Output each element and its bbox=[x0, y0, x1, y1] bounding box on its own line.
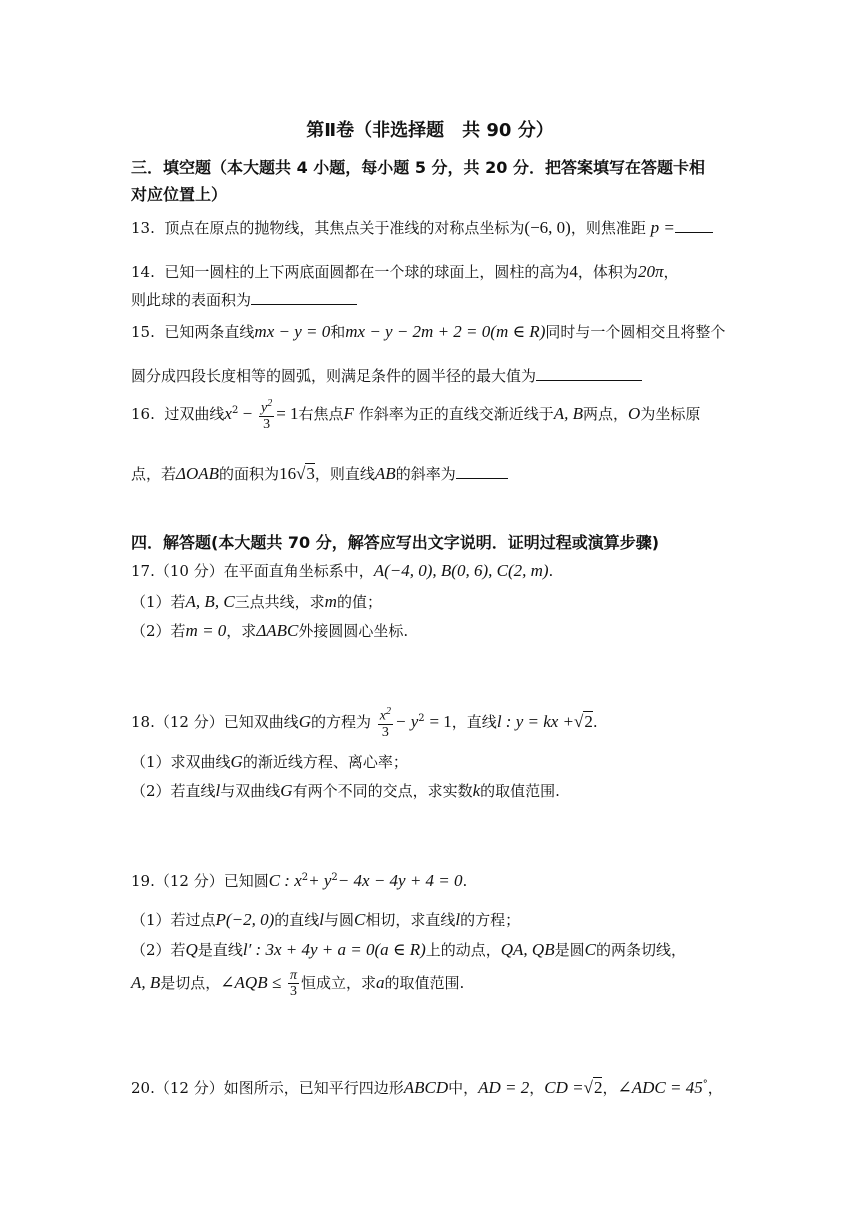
q16-sqrt: 3 bbox=[306, 464, 315, 483]
q13-point: (−6, 0) bbox=[524, 218, 571, 237]
question-17-part1 bbox=[131, 592, 382, 612]
q18-line-eq: l : y = kx + bbox=[496, 712, 575, 732]
question-19: 19.（12 分）已知圆C : $x^2+ y^2- 4x - 4y + 4 = 0$. bbox=[131, 871, 468, 890]
q13-answer-blank bbox=[675, 218, 713, 233]
q14-answer-blank bbox=[251, 290, 357, 305]
q19-p1-cc: C bbox=[354, 910, 366, 929]
q13-number: 13. bbox=[131, 219, 155, 237]
q19-p2-qaqb: QA, QB bbox=[500, 940, 555, 959]
q19-p2-cc: C bbox=[584, 940, 596, 959]
q14-text-b: ，体积为 bbox=[577, 263, 638, 281]
q17-p2-m0: m = 0 bbox=[185, 621, 227, 640]
q18-p2-c: 有两个不同的交点，求实数 bbox=[292, 782, 473, 800]
question-17-part2 bbox=[131, 621, 408, 641]
q18-p2-b: 与双曲线 bbox=[220, 782, 281, 800]
q16-area: 16 bbox=[279, 464, 297, 483]
q19-head-end: . bbox=[462, 872, 468, 890]
q17-p2-b: ，求 bbox=[226, 622, 257, 640]
q18-p2-k: k bbox=[472, 781, 481, 800]
section3-heading-line1: 三．填空题（本大题共 4 小题，每小题 5 分，共 20 分．把答案填写在答题卡相 bbox=[131, 158, 705, 177]
q16-x: x bbox=[224, 404, 232, 424]
q18-head-b: 的方程为 bbox=[311, 713, 372, 732]
q15-text-a: 已知两条直线 bbox=[164, 323, 255, 341]
q16-line2-b: 的面积为 bbox=[219, 465, 280, 483]
q19-l3-b: 恒成立，求 bbox=[300, 973, 376, 992]
section3-heading-line2: 对应位置上） bbox=[131, 185, 228, 204]
q19-p2-e: 的两条切线， bbox=[595, 941, 686, 959]
q16-text-a: 过双曲线 bbox=[164, 405, 225, 424]
q14-text-c: ， bbox=[663, 263, 679, 281]
q20-sep3: ， bbox=[707, 1079, 723, 1097]
q16-text-b: 右焦点 bbox=[298, 405, 344, 424]
q16-text-d: 两点， bbox=[583, 405, 629, 424]
q14-height: 4 bbox=[569, 262, 578, 281]
q18-sqrt: 2 bbox=[584, 712, 593, 732]
q15-text-b: 和 bbox=[330, 323, 346, 341]
q19-c-x: C : x bbox=[268, 871, 302, 890]
q16-line2-c: ，则直线 bbox=[314, 465, 375, 483]
q19-p1-l2: l bbox=[455, 910, 461, 929]
q17-p1-m: m bbox=[324, 592, 337, 611]
question-18-part1 bbox=[131, 752, 408, 772]
q16-frac-den: 3 bbox=[263, 417, 271, 433]
question-16-line2: 点，若ΔOAB的面积为16√3，则直线AB的斜率为 bbox=[131, 464, 508, 484]
q13-p-eq: p = bbox=[650, 218, 675, 237]
q19-rest: − 4x − 4y + 4 = 0 bbox=[337, 871, 463, 890]
q17-p1-c: 的值； bbox=[336, 593, 382, 611]
part-title: 第Ⅱ卷（非选择题 共 90 分） bbox=[306, 120, 554, 141]
q19-p1-l: l bbox=[319, 910, 324, 929]
question-15-line2 bbox=[131, 366, 642, 385]
q15-line2-eq: mx − y − 2m + 2 = 0(m ∈ R) bbox=[345, 322, 546, 341]
q18-frac-den: 3 bbox=[381, 725, 389, 741]
q19-p2-q: Q bbox=[185, 940, 198, 959]
q16-triangle: ΔOAB bbox=[176, 464, 220, 483]
q14-line2: 则此球的表面积为 bbox=[131, 291, 252, 309]
q18-p2-d: 的取值范围. bbox=[480, 782, 560, 800]
q16-line-ab: AB bbox=[374, 464, 396, 483]
question-16: 16. 过双曲线$x^2$ − $\frac{y^2}{3}$ = 1右焦点F 作斜率为正的直线交渐近线于A, B两点，O为坐标原 bbox=[131, 398, 701, 433]
question-18-part2 bbox=[131, 781, 560, 801]
q18-head: 18.（12 分）已知双曲线 bbox=[131, 713, 299, 732]
question-19-part1 bbox=[131, 910, 520, 930]
q18-fraction bbox=[378, 706, 393, 740]
question-19-part2 bbox=[131, 940, 686, 960]
q20-abcd: ABCD bbox=[403, 1078, 449, 1097]
q20-degree: ° bbox=[702, 1079, 708, 1090]
section4-heading: 四．解答题(本大题共 70 分，解答应写出文字说明．证明过程或演算步骤) bbox=[131, 533, 660, 552]
question-15 bbox=[131, 322, 725, 342]
q16-f: F bbox=[343, 404, 354, 424]
q19-l3-angle: ∠AQB ≤ bbox=[220, 972, 282, 992]
q18-minus-y: − y bbox=[395, 712, 419, 732]
q17-p2-c: 外接圆圆心坐标. bbox=[298, 622, 409, 640]
q17-p1-b: 三点共线，求 bbox=[234, 593, 325, 611]
q13-text-b: ，则焦准距 bbox=[570, 219, 646, 237]
q13-text-a: 顶点在原点的抛物线，其焦点关于准线的对称点坐标为 bbox=[164, 219, 525, 237]
q19-p2-a: （2）若 bbox=[131, 941, 186, 959]
q19-l3-c: 的取值范围. bbox=[384, 973, 465, 992]
q17-p1-a: （1）若 bbox=[131, 593, 186, 611]
q20-head: 20.（12 分）如图所示，已知平行四边形 bbox=[131, 1079, 404, 1097]
q16-ab: A, B bbox=[553, 404, 584, 424]
q15-text-c: 同时与一个圆相交且将整个 bbox=[545, 323, 726, 341]
q16-line2-d: 的斜率为 bbox=[395, 465, 456, 483]
question-19-part2-line2 bbox=[131, 968, 464, 1000]
q20-angle: ∠ADC = 45 bbox=[617, 1078, 703, 1097]
q20-cd: CD = bbox=[544, 1078, 584, 1097]
q20-ad: AD = 2 bbox=[478, 1078, 530, 1097]
q18-frac-num: $x^2$ bbox=[379, 706, 392, 724]
q20-sep2: ， bbox=[602, 1079, 618, 1097]
q19-p2-b: 是直线 bbox=[197, 941, 243, 959]
q14-text-a: 已知一圆柱的上下两底面圆都在一个球的球面上，圆柱的高为 bbox=[164, 263, 570, 281]
q14-number: 14. bbox=[131, 263, 155, 281]
q18-p2-g: G bbox=[280, 781, 293, 800]
q19-plus-y: + y bbox=[308, 871, 332, 890]
q19-p1-e: 的方程； bbox=[460, 911, 521, 929]
q18-p1-a: （1）求双曲线 bbox=[131, 753, 231, 771]
q19-l3-ab: A, B bbox=[131, 972, 161, 992]
q19-l3-a-var: a bbox=[375, 972, 385, 992]
q16-text-e: 为坐标原 bbox=[640, 405, 701, 424]
q19-l3-a: 是切点， bbox=[160, 973, 221, 992]
q19-fraction bbox=[288, 968, 299, 1000]
q20-sqrt: 2 bbox=[593, 1078, 603, 1097]
q20-head-b: 中， bbox=[448, 1079, 479, 1097]
q18-p2-a: （2）若直线 bbox=[131, 782, 216, 800]
q17-head: 17.（10 分）在平面直角坐标系中， bbox=[131, 562, 374, 580]
question-14-line2 bbox=[131, 290, 357, 309]
q19-head: 19.（12 分）已知圆 bbox=[131, 872, 269, 890]
q16-o: O bbox=[628, 404, 641, 424]
q17-points: A(−4, 0), B(0, 6), C(2, m) bbox=[373, 561, 549, 580]
q16-text-c: 作斜率为正的直线交渐近线于 bbox=[358, 405, 554, 424]
q16-line2-a: 点，若 bbox=[131, 465, 177, 483]
question-18: 18.（12 分）已知双曲线G的方程为 $\frac{x^2}{3}$ − $y^2 = 1$，直线l : y = kx +√2. bbox=[131, 706, 598, 741]
q14-volume: 20π bbox=[637, 262, 664, 281]
q15-answer-blank bbox=[536, 366, 642, 381]
q15-line1-eq: mx − y = 0 bbox=[254, 322, 331, 341]
q18-g: G bbox=[298, 712, 311, 732]
q18-eq: = 1 bbox=[429, 712, 452, 732]
q19-frac-den: 3 bbox=[289, 984, 297, 1000]
question-13 bbox=[131, 218, 713, 238]
q19-p2-line: l′ : 3x + 4y + a = 0(a ∈ R) bbox=[242, 940, 426, 959]
q16-answer-blank bbox=[456, 464, 508, 479]
q15-number: 15. bbox=[131, 323, 155, 341]
q18-head-end: . bbox=[592, 713, 598, 732]
q17-head-end: . bbox=[548, 562, 554, 580]
q18-p1-b: 的渐近线方程、离心率； bbox=[242, 753, 408, 771]
q15-line2: 圆分成四段长度相等的圆弧，则满足条件的圆半径的最大值为 bbox=[131, 367, 537, 385]
q20-sep1: ， bbox=[529, 1079, 545, 1097]
question-20: 20.（12 分）如图所示，已知平行四边形ABCD中，AD = 2，CD =√2，∠ADC = 45°， bbox=[131, 1078, 723, 1097]
q18-p2-l: l bbox=[215, 781, 221, 800]
q19-p2-d: 是圆 bbox=[554, 941, 585, 959]
q19-frac-num: π bbox=[289, 968, 297, 983]
q17-p2-a: （2）若 bbox=[131, 622, 186, 640]
question-14 bbox=[131, 262, 678, 282]
q18-head-c: ，直线 bbox=[451, 713, 497, 732]
q16-number: 16. bbox=[131, 405, 155, 424]
q19-p1-d: 相切，求直线 bbox=[365, 911, 456, 929]
q17-p1-abc: A, B, C bbox=[185, 592, 235, 611]
question-17 bbox=[131, 561, 553, 581]
q16-frac-num: $y^2$ bbox=[260, 398, 273, 416]
q19-p2-c: 上的动点， bbox=[425, 941, 501, 959]
q19-p1-b: 的直线 bbox=[274, 911, 320, 929]
q17-p2-triangle: ΔABC bbox=[256, 621, 299, 640]
q16-eq: = 1 bbox=[276, 404, 299, 424]
q16-fraction bbox=[259, 398, 274, 432]
q19-p1-a: （1）若过点 bbox=[131, 911, 216, 929]
q19-p1-point: P(−2, 0) bbox=[215, 910, 275, 929]
q18-p1-g: G bbox=[230, 752, 243, 771]
q19-p1-c: 与圆 bbox=[323, 911, 354, 929]
